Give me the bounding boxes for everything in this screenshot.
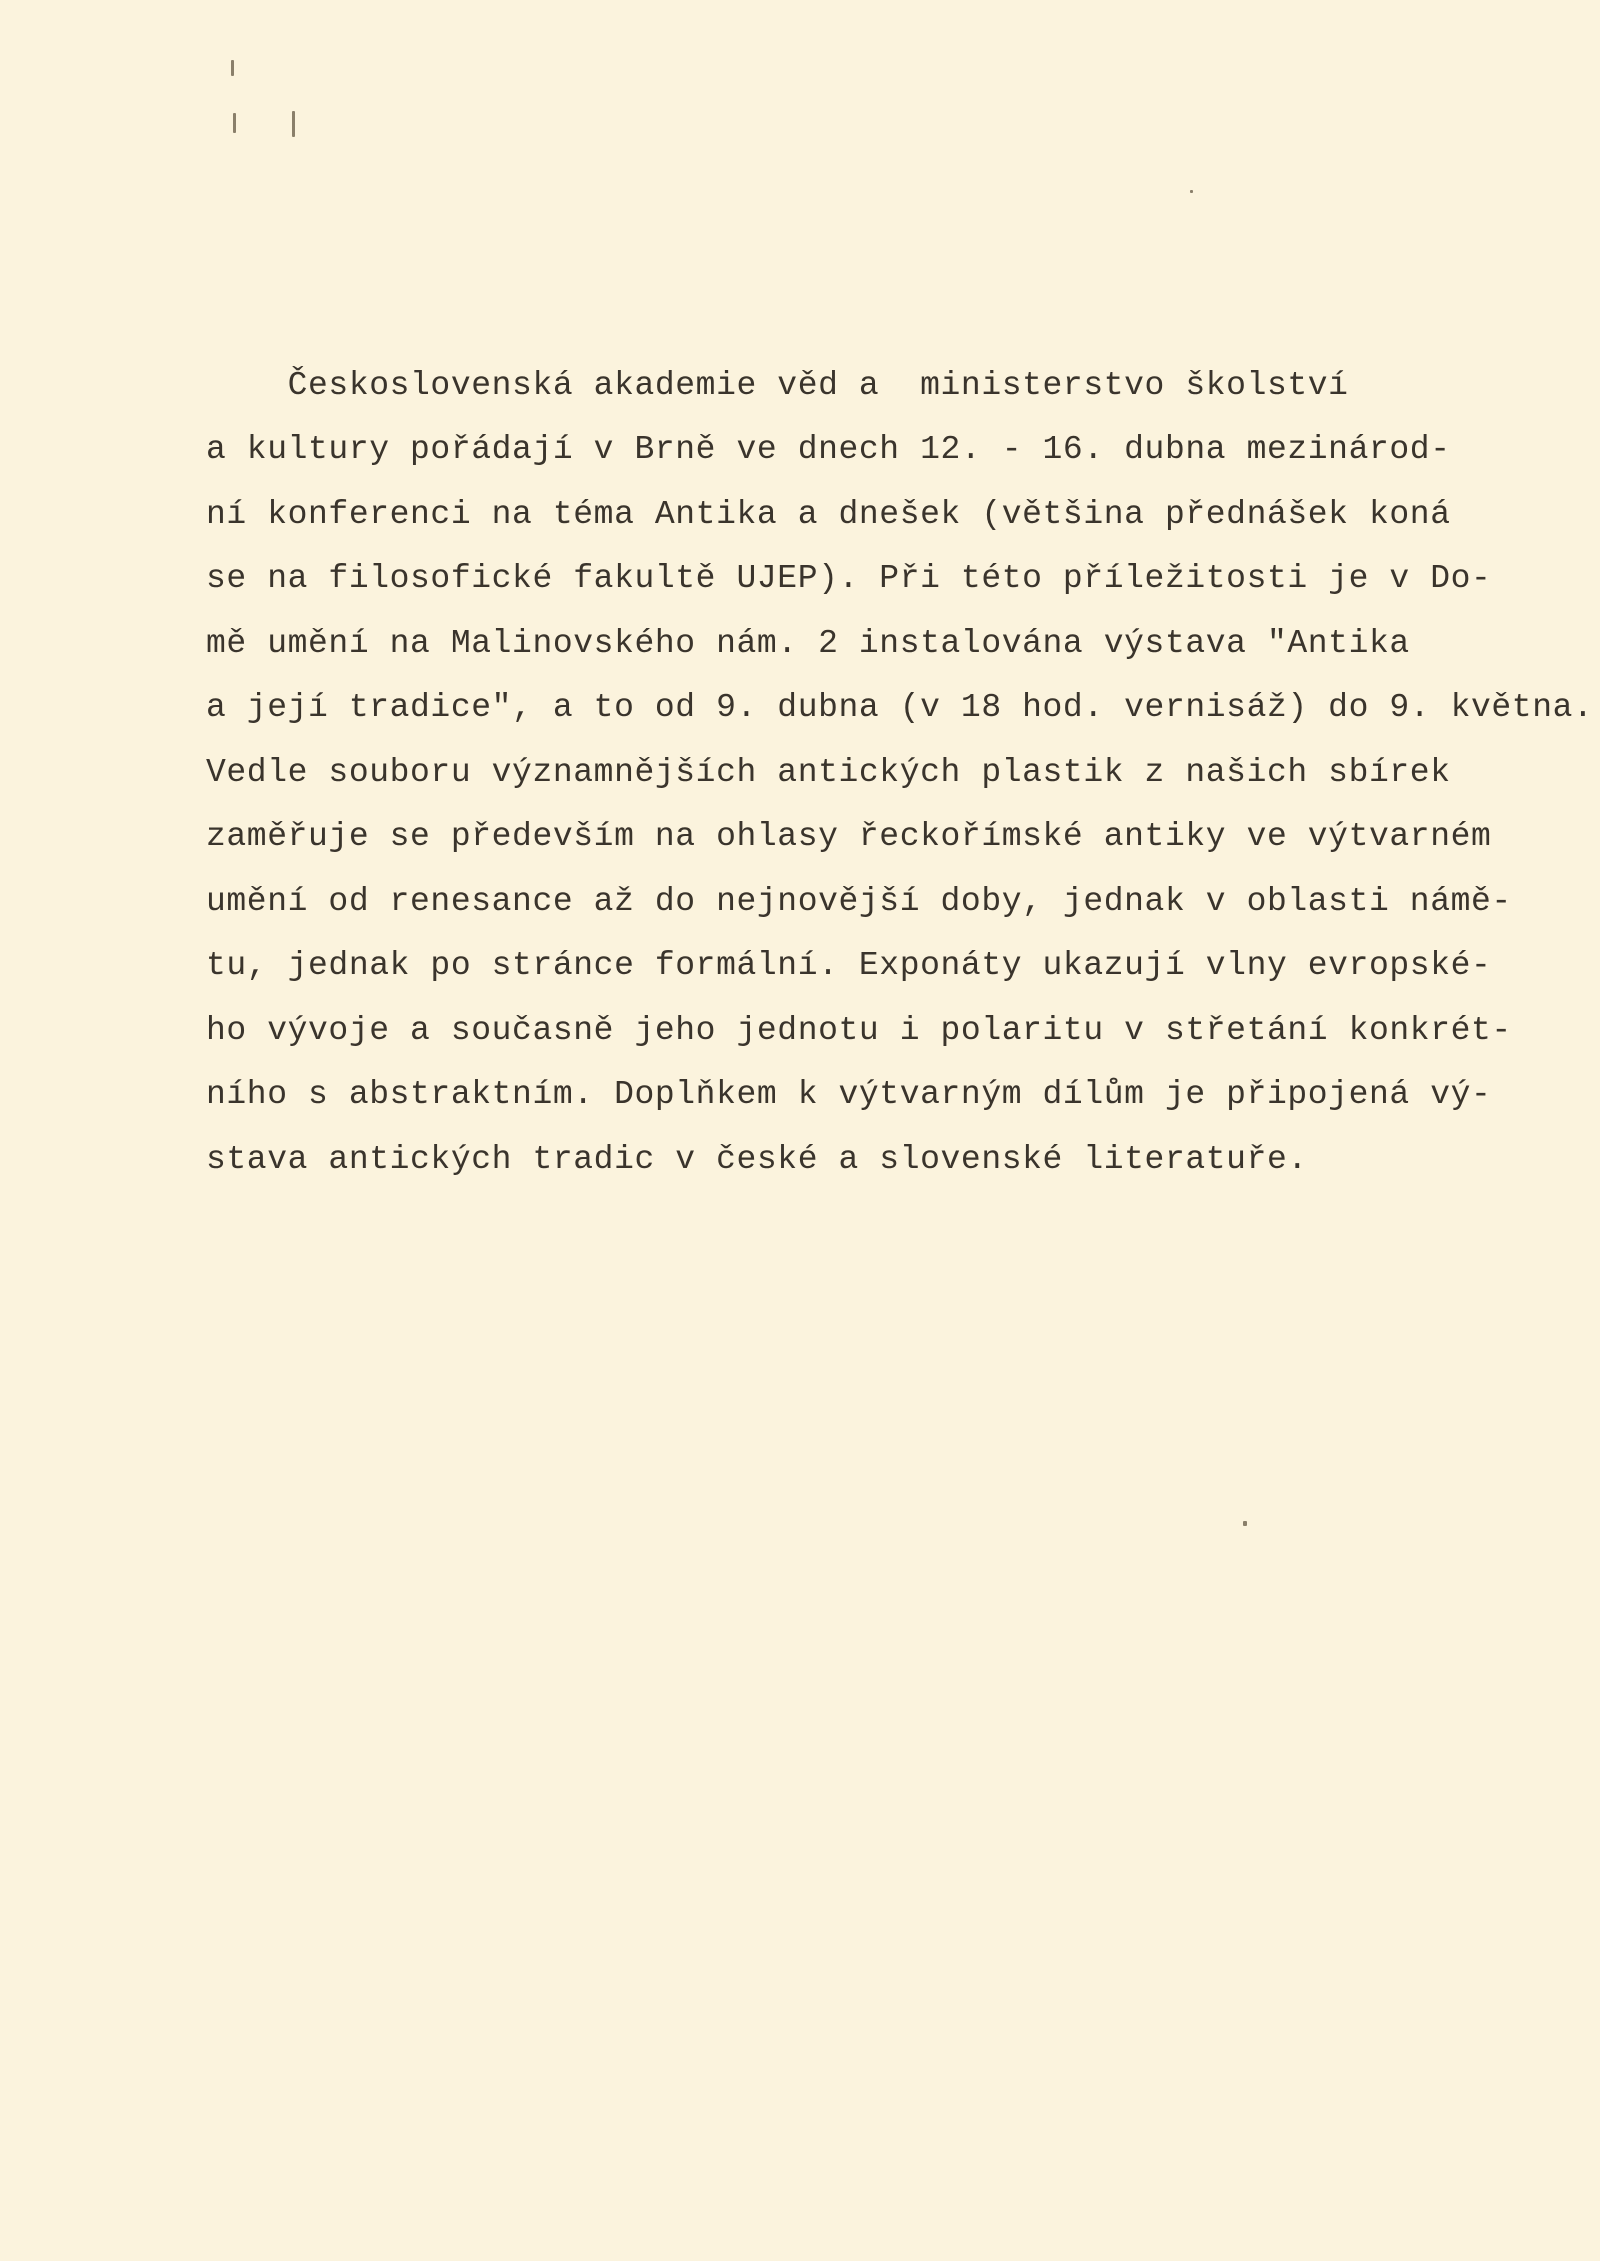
ink-mark — [233, 113, 236, 133]
text-line: ního s abstraktním. Doplňkem k výtvarným dílům je připojená vý- — [206, 1076, 1492, 1113]
text-line: zaměřuje se především na ohlasy řeckořímské antiky ve výtvarném — [206, 818, 1492, 855]
text-line: se na filosofické fakultě UJEP). Při této příležitosti je v Do- — [206, 560, 1492, 597]
text-line: Vedle souboru významnějších antických plastik z našich sbírek — [206, 754, 1451, 791]
text-line: mě umění na Malinovského nám. 2 instalována výstava "Antika — [206, 625, 1410, 662]
text-line: ní konferenci na téma Antika a dnešek (většina přednášek koná — [206, 496, 1451, 533]
ink-mark — [231, 60, 234, 76]
text-line: umění od renesance až do nejnovější doby, jednak v oblasti námě- — [206, 883, 1512, 920]
ink-mark — [1190, 190, 1193, 193]
text-line: stava antických tradic v české a slovenské literatuře. — [206, 1141, 1308, 1178]
text-line: a kultury pořádají v Brně ve dnech 12. - 16. dubna mezinárod- — [206, 431, 1451, 468]
text-line: Československá akademie věd a ministerstvo školství — [206, 367, 1349, 404]
text-line: a její tradice", a to od 9. dubna (v 18 hod. vernisáž) do 9. května. — [206, 689, 1594, 726]
ink-mark — [292, 111, 295, 137]
text-line: tu, jednak po stránce formální. Exponáty ukazují vlny evropské- — [206, 947, 1492, 984]
text-line: ho vývoje a současně jeho jednotu i polaritu v střetání konkrét- — [206, 1012, 1512, 1049]
ink-mark — [1243, 1521, 1247, 1526]
